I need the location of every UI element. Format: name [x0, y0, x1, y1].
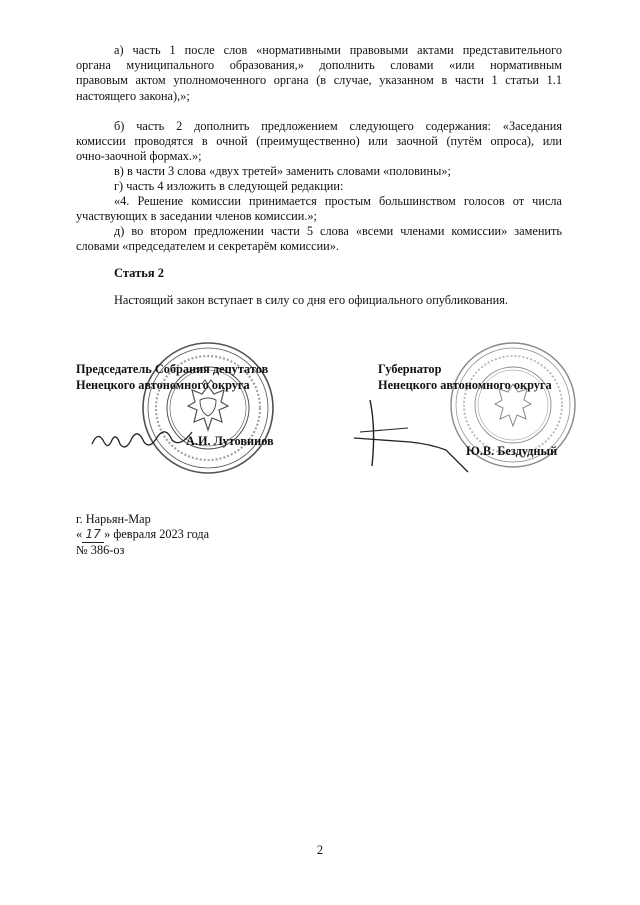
paragraph-b [76, 119, 562, 165]
law-number: № 386-оз [76, 543, 125, 557]
left-signature-block [76, 361, 268, 393]
right-signature-block [378, 361, 552, 393]
left-position-line1: Председатель Собрания депутатов [76, 362, 269, 376]
text-line: «4. Решение комиссии принимается простым большинством голосов от числа [114, 194, 562, 208]
paragraph-a [76, 43, 562, 104]
paragraph-g-quote [76, 194, 562, 224]
left-handwritten-signature [88, 418, 198, 458]
signing-date [76, 527, 209, 543]
text-line: органа муниципального образования,» дополнить словами «или нормативным [76, 58, 562, 73]
paragraph-g [76, 179, 562, 194]
document-footer [76, 512, 209, 558]
text-line: настоящего закона),»; [76, 88, 190, 103]
right-signatory-name: Ю.В. Бездудный [466, 444, 558, 458]
text-line: б) часть 2 дополнить предложением следующего содержания: «Заседания [114, 119, 562, 133]
left-position-line2: Ненецкого автономного округа [76, 378, 250, 392]
paragraph-d [76, 224, 562, 254]
date-open-quote: « [76, 527, 83, 541]
article-heading: Статья 2 [114, 266, 164, 280]
paragraph-v [76, 164, 562, 179]
text-line: словами «председателем и секретарём комиссии». [76, 239, 339, 254]
text-line: участвующих в заседании членов комиссии.»; [76, 209, 317, 224]
city: г. Нарьян-Мар [76, 512, 151, 526]
right-position-line1: Губернатор [378, 362, 442, 376]
left-signatory-name: А.И. Лутовинов [186, 434, 274, 448]
article-text [76, 293, 562, 308]
right-handwritten-signature [350, 398, 480, 478]
date-day: 17 [82, 527, 104, 543]
text-line: в) в части 3 слова «двух третей» заменить словами «половины»; [114, 164, 451, 178]
text-line: а) часть 1 после слов «нормативными правовыми актами представительного [114, 43, 562, 57]
text-line: правовым актом уполномоченного органа (в случае, указанном в части 1 статьи 1.1 [76, 73, 562, 88]
text-line: г) часть 4 изложить в следующей редакции: [114, 179, 344, 193]
text-line: очно-заочной формах.»; [76, 149, 202, 164]
date-rest: » февраля 2023 года [104, 527, 210, 541]
text-line: Настоящий закон вступает в силу со дня его официального опубликования. [114, 293, 508, 307]
page-number: 2 [316, 843, 324, 857]
text-line: д) во втором предложении части 5 слова «всеми членами комиссии» заменить [114, 224, 562, 238]
right-position-line2: Ненецкого автономного округа [378, 378, 552, 392]
text-line: комиссии проводятся в очной (преимущественно) или заочной (путём опроса), или [76, 134, 562, 149]
